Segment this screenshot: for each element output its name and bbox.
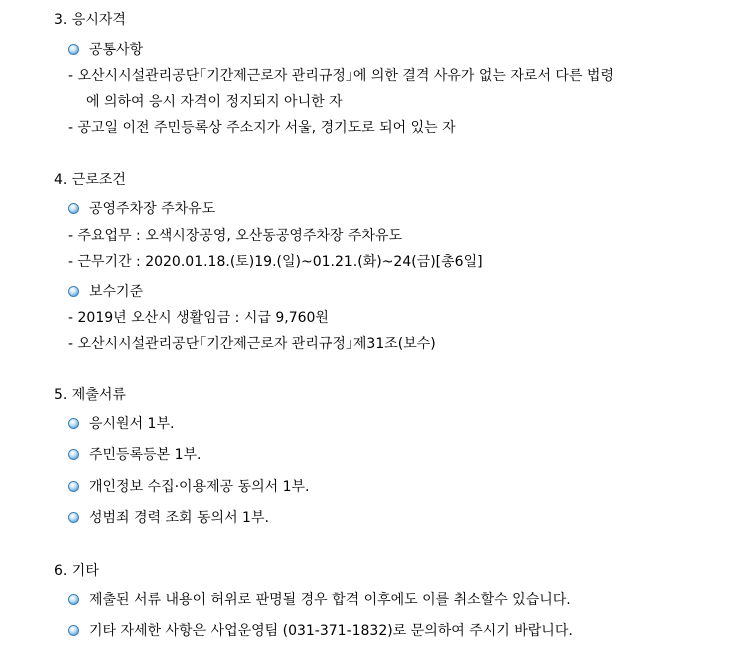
section-5-bullet-4: 성범죄 경력 조회 동의서 1부. <box>68 509 269 527</box>
section-3-bullet-common: 공통사항 <box>68 41 143 59</box>
blue-ball-bullet-icon <box>68 286 79 297</box>
blue-ball-bullet-icon <box>68 418 79 429</box>
section-5-bullet-2: 주민등록등본 1부. <box>68 446 201 464</box>
blue-ball-bullet-icon <box>68 481 79 492</box>
blue-ball-bullet-icon <box>68 203 79 214</box>
blue-ball-bullet-icon <box>68 44 79 55</box>
section-5-heading: 5. 제출서류 <box>54 387 126 403</box>
blue-ball-bullet-icon <box>68 449 79 460</box>
section-4-bullet-pay: 보수기준 <box>68 283 143 301</box>
section-3-item-1: - 오산시시설관리공단｢기간제근로자 관리규정｣에 의한 결격 사유가 없는 자로서 다른 법령 <box>68 68 614 84</box>
section-3-heading: 3. 응시자격 <box>54 12 126 28</box>
section-4-item-wage: - 2019년 오산시 생활임금 : 시급 9,760원 <box>68 310 329 326</box>
section-4-item-rule: - 오산시시설관리공단｢기간제근로자 관리규정｣제31조(보수) <box>68 336 436 352</box>
section-6-heading: 6. 기타 <box>54 563 99 579</box>
section-6-bullet-2: 기타 자세한 사항은 사업운영팀 (031-371-1832)로 문의하여 주시기 바랍니다. <box>68 622 573 640</box>
section-4-bullet-parking: 공영주차장 주차유도 <box>68 200 215 218</box>
section-4-item-duty: - 주요업무 : 오색시장공영, 오산동공영주차장 주차유도 <box>68 228 402 244</box>
section-4-heading: 4. 근로조건 <box>54 172 126 188</box>
section-6-bullet-1: 제출된 서류 내용이 허위로 판명될 경우 합격 이후에도 이를 취소할수 있습니다. <box>68 591 571 609</box>
section-5-bullet-1: 응시원서 1부. <box>68 415 174 433</box>
section-5-bullet-3: 개인정보 수집·이용제공 동의서 1부. <box>68 478 310 496</box>
blue-ball-bullet-icon <box>68 594 79 605</box>
blue-ball-bullet-icon <box>68 625 79 636</box>
section-4-item-period: - 근무기간 : 2020.01.18.(토)19.(일)~01.21.(화)~24(금)[총6일] <box>68 254 483 270</box>
section-3-item-2: - 공고일 이전 주민등록상 주소지가 서울, 경기도로 되어 있는 자 <box>68 120 456 136</box>
section-3-item-1-cont: 에 의하여 응시 자격이 정지되지 아니한 자 <box>86 94 343 110</box>
blue-ball-bullet-icon <box>68 512 79 523</box>
